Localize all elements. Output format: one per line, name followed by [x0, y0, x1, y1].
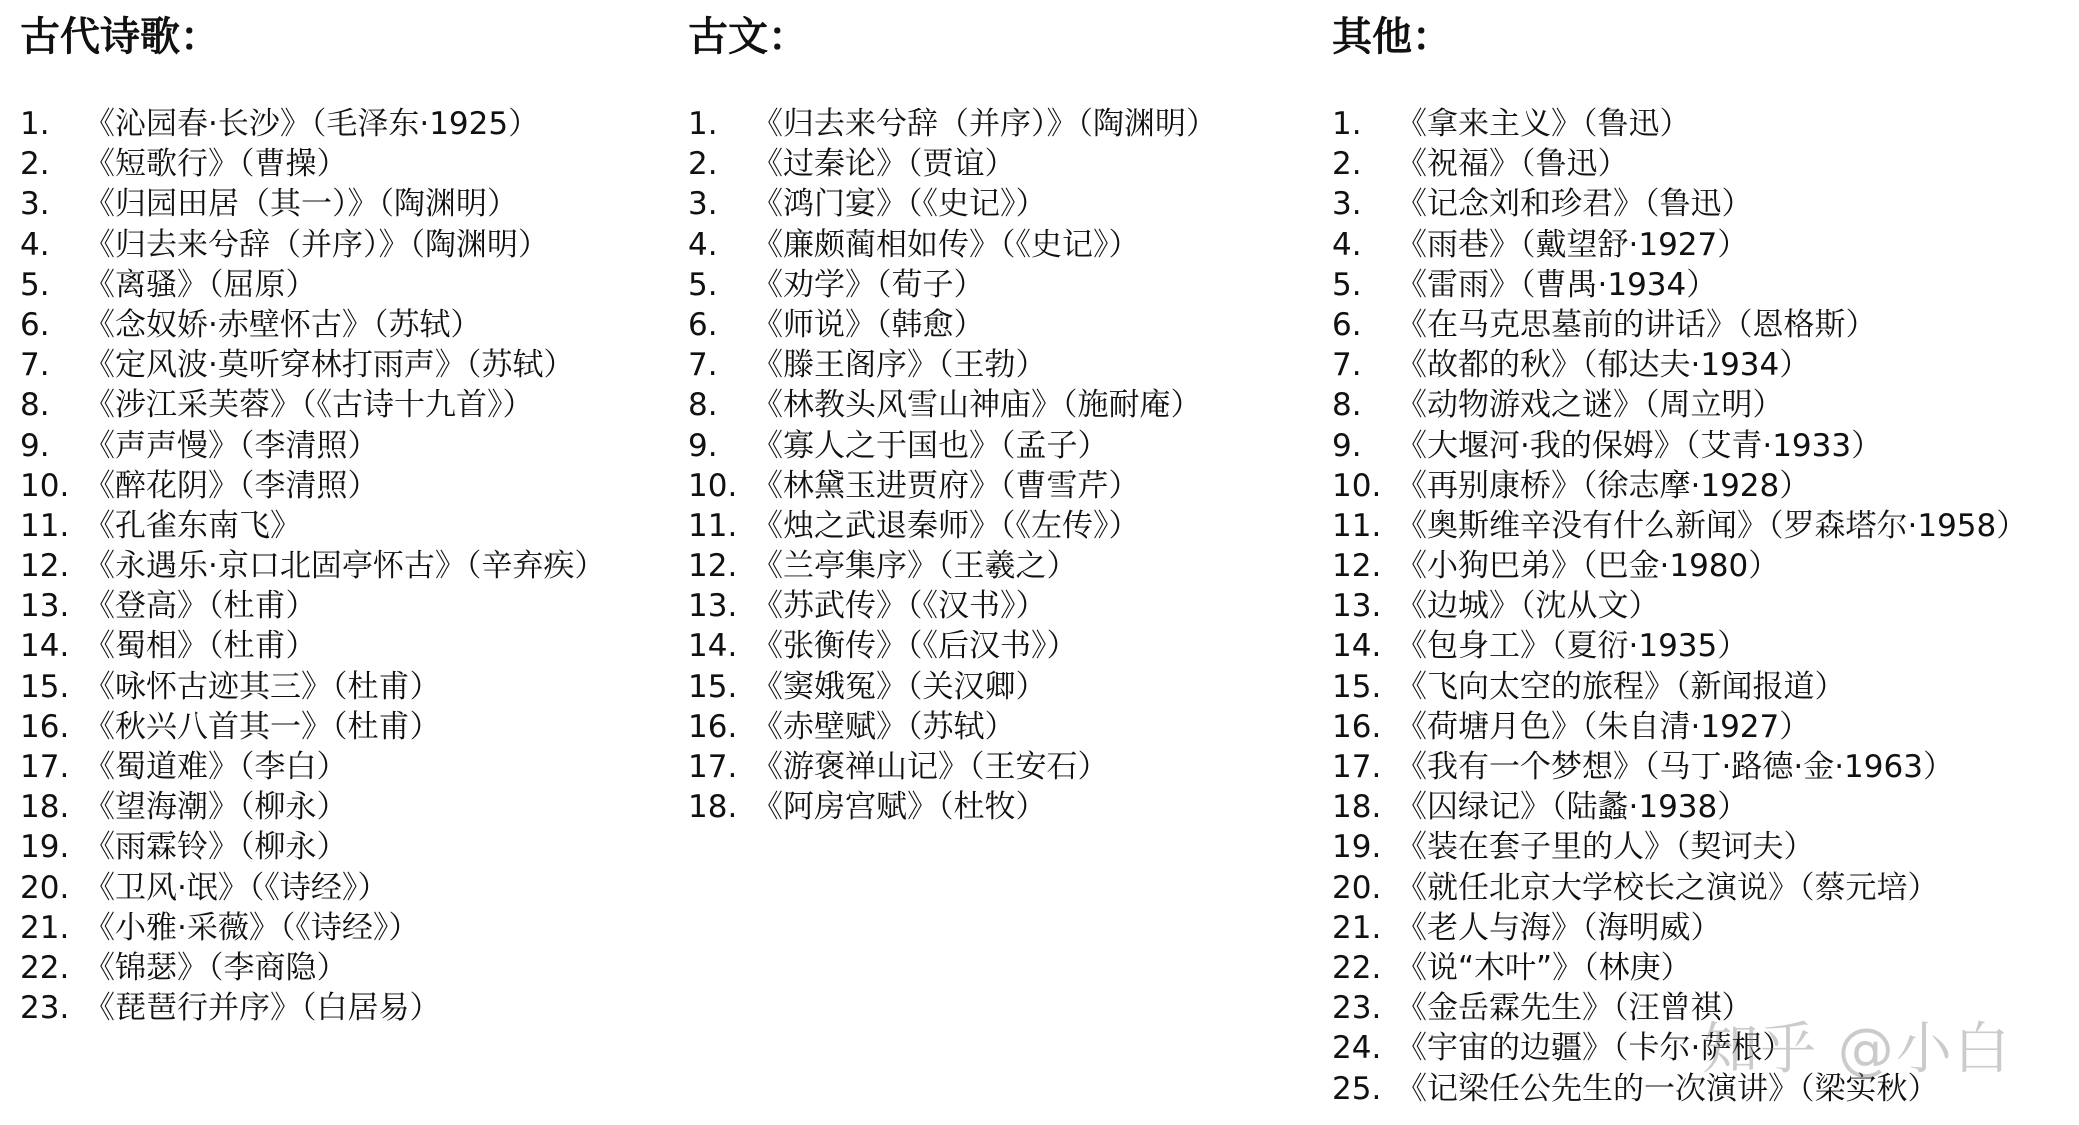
item-number: 15.	[688, 668, 738, 705]
item-number: 20.	[20, 869, 70, 906]
item-title: 《秋兴八首其一》（杜甫）	[84, 708, 441, 745]
item-title: 《兰亭集序》（王羲之）	[752, 548, 1078, 585]
list-item	[688, 426, 1217, 466]
list-item	[1332, 787, 2027, 827]
item-number: 3.	[688, 186, 718, 223]
column-heading: 古代诗歌：	[20, 14, 220, 60]
list-item	[1332, 707, 2027, 747]
list-item	[20, 908, 605, 948]
item-number: 1.	[688, 106, 718, 142]
list-item	[1332, 265, 2027, 305]
item-number: 14.	[1332, 628, 1382, 665]
list-item	[688, 104, 1217, 144]
item-number: 5.	[20, 266, 50, 303]
column-classical-prose	[688, 0, 1217, 827]
list-item	[20, 305, 605, 345]
item-number: 13.	[688, 588, 738, 625]
item-number: 20.	[1332, 869, 1382, 906]
item-number: 18.	[20, 789, 70, 826]
item-number: 9.	[688, 427, 718, 464]
item-number: 24.	[1332, 1030, 1382, 1067]
item-title: 《沁园春·长沙》（毛泽东·1925）	[84, 106, 540, 142]
list-item	[1332, 426, 2027, 466]
list-item	[20, 184, 605, 224]
item-title: 《林黛玉进贾府》（曹雪芹）	[752, 467, 1140, 504]
list-item	[20, 546, 605, 586]
list-item	[1332, 988, 2027, 1028]
column-heading: 其他：	[1332, 14, 1452, 60]
item-title: 《劝学》（荀子）	[752, 266, 985, 303]
list-item	[688, 265, 1217, 305]
item-title: 《就任北京大学校长之演说》（蔡元培）	[1396, 869, 1939, 906]
item-number: 17.	[688, 749, 738, 785]
list-item	[1332, 586, 2027, 626]
item-title: 《登高》（杜甫）	[84, 588, 317, 625]
item-title: 《游褒禅山记》（王安石）	[752, 749, 1109, 785]
list-item	[1332, 345, 2027, 385]
list-item	[20, 747, 605, 787]
list-item	[20, 667, 605, 707]
item-title: 《苏武传》（《汉书》）	[752, 588, 1047, 625]
item-number: 11.	[1332, 507, 1382, 544]
item-title: 《张衡传》（《后汉书》）	[752, 628, 1078, 665]
item-title: 《窦娥冤》（关汉卿）	[752, 668, 1047, 705]
item-number: 11.	[20, 507, 70, 544]
item-number: 14.	[688, 628, 738, 665]
item-number: 4.	[20, 226, 50, 263]
item-title: 《宇宙的边疆》（卡尔·萨根）	[1396, 1030, 1794, 1067]
item-number: 18.	[688, 789, 738, 826]
item-number: 6.	[1332, 306, 1362, 343]
item-number: 12.	[688, 548, 738, 585]
item-title: 《师说》（韩愈）	[752, 306, 985, 343]
item-title: 《永遇乐·京口北固亭怀古》（辛弃疾）	[84, 548, 606, 585]
list-item	[1332, 1069, 2027, 1109]
item-number: 10.	[20, 467, 70, 504]
list-item	[20, 586, 605, 626]
item-title: 《离骚》（屈原）	[84, 266, 317, 303]
item-title: 《动物游戏之谜》（周立明）	[1396, 387, 1784, 424]
item-title: 《望海潮》（柳永）	[84, 789, 348, 826]
list-item	[20, 466, 605, 506]
list-item	[1332, 908, 2027, 948]
column-other-works	[1332, 0, 2027, 1109]
item-number: 3.	[20, 186, 50, 223]
item-number: 16.	[688, 708, 738, 745]
list-item	[1332, 827, 2027, 867]
item-title: 《琵琶行并序》（白居易）	[84, 990, 441, 1027]
item-title: 《定风波·莫听穿林打雨声》（苏轼）	[84, 347, 575, 384]
item-number: 5.	[688, 266, 718, 303]
item-number: 17.	[1332, 749, 1382, 785]
item-number: 8.	[688, 387, 718, 424]
item-title: 《雷雨》（曹禺·1934）	[1396, 266, 1718, 303]
list-item	[1332, 104, 2027, 144]
item-title: 《小狗巴弟》（巴金·1980）	[1396, 548, 1780, 585]
list-item	[1332, 305, 2027, 345]
item-number: 13.	[1332, 588, 1382, 625]
item-title: 《赤壁赋》（苏轼）	[752, 708, 1016, 745]
item-title: 《边城》（沈从文）	[1396, 588, 1660, 625]
list-item	[688, 345, 1217, 385]
item-number: 1.	[20, 106, 50, 142]
item-title: 《说“木叶”》（林庚）	[1396, 949, 1692, 986]
item-title: 《咏怀古迹其三》（杜甫）	[84, 668, 441, 705]
item-title: 《荷塘月色》（朱自清·1927）	[1396, 708, 1811, 745]
item-title: 《大堰河·我的保姆》（艾青·1933）	[1396, 427, 1883, 464]
item-title: 《孔雀东南飞》	[84, 507, 301, 544]
item-number: 15.	[1332, 668, 1382, 705]
item-title: 《烛之武退秦师》（《左传》）	[752, 507, 1140, 544]
item-title: 《过秦论》（贾谊）	[752, 146, 1016, 183]
list-item	[1332, 506, 2027, 546]
work-list	[1332, 104, 2027, 1109]
item-title: 《雨巷》（戴望舒·1927）	[1396, 226, 1749, 263]
list-item	[1332, 868, 2027, 908]
item-title: 《念奴娇·赤壁怀古》（苏轼）	[84, 306, 482, 343]
list-item	[1332, 546, 2027, 586]
item-number: 1.	[1332, 106, 1362, 142]
item-title: 《记念刘和珍君》（鲁迅）	[1396, 186, 1753, 223]
item-title: 《老人与海》（海明威）	[1396, 909, 1722, 946]
list-item	[20, 385, 605, 425]
list-item	[688, 546, 1217, 586]
item-title: 《金岳霖先生》（汪曾祺）	[1396, 990, 1753, 1027]
list-item	[1332, 667, 2027, 707]
item-number: 3.	[1332, 186, 1362, 223]
list-item	[688, 506, 1217, 546]
item-title: 《雨霖铃》（柳永）	[84, 829, 348, 866]
list-item	[20, 225, 605, 265]
list-item	[20, 144, 605, 184]
item-title: 《奥斯维辛没有什么新闻》（罗森塔尔·1958）	[1396, 507, 2028, 544]
list-item	[1332, 626, 2027, 666]
list-item	[20, 345, 605, 385]
item-number: 13.	[20, 588, 70, 625]
list-item	[1332, 948, 2027, 988]
item-number: 18.	[1332, 789, 1382, 826]
list-item	[20, 104, 605, 144]
list-item	[20, 265, 605, 305]
item-number: 9.	[1332, 427, 1362, 464]
list-item	[688, 225, 1217, 265]
list-item	[20, 707, 605, 747]
list-item	[688, 466, 1217, 506]
item-title: 《涉江采芙蓉》（《古诗十九首》）	[84, 387, 534, 424]
item-number: 12.	[20, 548, 70, 585]
list-item	[20, 827, 605, 867]
item-number: 10.	[688, 467, 738, 504]
item-number: 16.	[20, 708, 70, 745]
work-list	[20, 104, 605, 1028]
list-item	[688, 747, 1217, 787]
item-number: 11.	[688, 507, 738, 544]
item-number: 21.	[1332, 909, 1382, 946]
item-number: 14.	[20, 628, 70, 665]
item-number: 22.	[1332, 949, 1382, 986]
item-title: 《小雅·采薇》（《诗经》）	[84, 909, 420, 946]
item-title: 《廉颇蔺相如传》（《史记》）	[752, 226, 1140, 263]
list-item	[1332, 184, 2027, 224]
item-number: 2.	[1332, 146, 1362, 183]
item-number: 23.	[20, 990, 70, 1027]
item-number: 15.	[20, 668, 70, 705]
item-title: 《祝福》（鲁迅）	[1396, 146, 1629, 183]
list-item	[20, 626, 605, 666]
list-item	[688, 626, 1217, 666]
item-number: 10.	[1332, 467, 1382, 504]
item-title: 《蜀道难》（李白）	[84, 749, 348, 785]
item-title: 《卫风·氓》（《诗经》）	[84, 869, 389, 906]
item-number: 23.	[1332, 990, 1382, 1027]
item-title: 《拿来主义》（鲁迅）	[1396, 106, 1691, 142]
item-number: 17.	[20, 749, 70, 785]
list-item	[688, 586, 1217, 626]
item-title: 《归去来兮辞（并序）》（陶渊明）	[752, 106, 1217, 142]
list-item	[20, 988, 605, 1028]
item-number: 25.	[1332, 1070, 1382, 1107]
item-number: 2.	[688, 146, 718, 183]
item-title: 《包身工》（夏衍·1935）	[1396, 628, 1749, 665]
item-title: 《我有一个梦想》（马丁·路德·金·1963）	[1396, 749, 1954, 785]
list-item	[1332, 466, 2027, 506]
item-number: 12.	[1332, 548, 1382, 585]
item-number: 6.	[20, 306, 50, 343]
list-item	[1332, 1028, 2027, 1068]
item-title: 《在马克思墓前的讲话》（恩格斯）	[1396, 306, 1877, 343]
item-number: 7.	[688, 347, 718, 384]
item-title: 《归园田居（其一）》（陶渊明）	[84, 186, 518, 223]
item-title: 《寡人之于国也》（孟子）	[752, 427, 1109, 464]
item-number: 5.	[1332, 266, 1362, 303]
list-item	[688, 787, 1217, 827]
item-title: 《记梁任公先生的一次演讲》（梁实秋）	[1396, 1070, 1939, 1107]
item-title: 《再别康桥》（徐志摩·1928）	[1396, 467, 1811, 504]
item-title: 《短歌行》（曹操）	[84, 146, 348, 183]
list-item	[1332, 747, 2027, 787]
list-item	[688, 385, 1217, 425]
list-item	[688, 667, 1217, 707]
item-title: 《装在套子里的人》（契诃夫）	[1396, 829, 1815, 866]
list-item	[688, 305, 1217, 345]
item-number: 4.	[688, 226, 718, 263]
item-title: 《故都的秋》（郁达夫·1934）	[1396, 347, 1811, 384]
item-number: 22.	[20, 949, 70, 986]
item-title: 《锦瑟》（李商隐）	[84, 949, 348, 986]
list-item	[20, 868, 605, 908]
list-item	[20, 787, 605, 827]
list-item	[20, 426, 605, 466]
list-item	[1332, 144, 2027, 184]
item-title: 《阿房宫赋》（杜牧）	[752, 789, 1047, 826]
item-title: 《归去来兮辞（并序）》（陶渊明）	[84, 226, 549, 263]
item-number: 6.	[688, 306, 718, 343]
item-title: 《鸿门宴》（《史记》）	[752, 186, 1047, 223]
list-item	[1332, 225, 2027, 265]
item-title: 《滕王阁序》（王勃）	[752, 347, 1047, 384]
column-heading: 古文：	[688, 14, 808, 60]
item-number: 19.	[20, 829, 70, 866]
list-item	[688, 707, 1217, 747]
item-title: 《囚绿记》（陆蠡·1938）	[1396, 789, 1749, 826]
item-number: 21.	[20, 909, 70, 946]
work-list	[688, 104, 1217, 827]
item-number: 2.	[20, 146, 50, 183]
item-number: 19.	[1332, 829, 1382, 866]
item-title: 《蜀相》（杜甫）	[84, 628, 317, 665]
item-number: 4.	[1332, 226, 1362, 263]
item-title: 《醉花阴》（李清照）	[84, 467, 379, 504]
item-number: 8.	[20, 387, 50, 424]
list-item	[688, 144, 1217, 184]
list-item	[20, 948, 605, 988]
zhihu-watermark: 知乎 @小白	[1702, 1017, 2012, 1082]
list-item	[688, 184, 1217, 224]
list-item	[20, 506, 605, 546]
item-title: 《飞向太空的旅程》（新闻报道）	[1396, 668, 1846, 705]
item-title: 《声声慢》（李清照）	[84, 427, 379, 464]
list-item	[1332, 385, 2027, 425]
item-number: 9.	[20, 427, 50, 464]
column-ancient-poetry	[20, 0, 605, 1028]
item-number: 8.	[1332, 387, 1362, 424]
item-number: 16.	[1332, 708, 1382, 745]
item-number: 7.	[1332, 347, 1362, 384]
item-number: 7.	[20, 347, 50, 384]
item-title: 《林教头风雪山神庙》（施耐庵）	[752, 387, 1202, 424]
